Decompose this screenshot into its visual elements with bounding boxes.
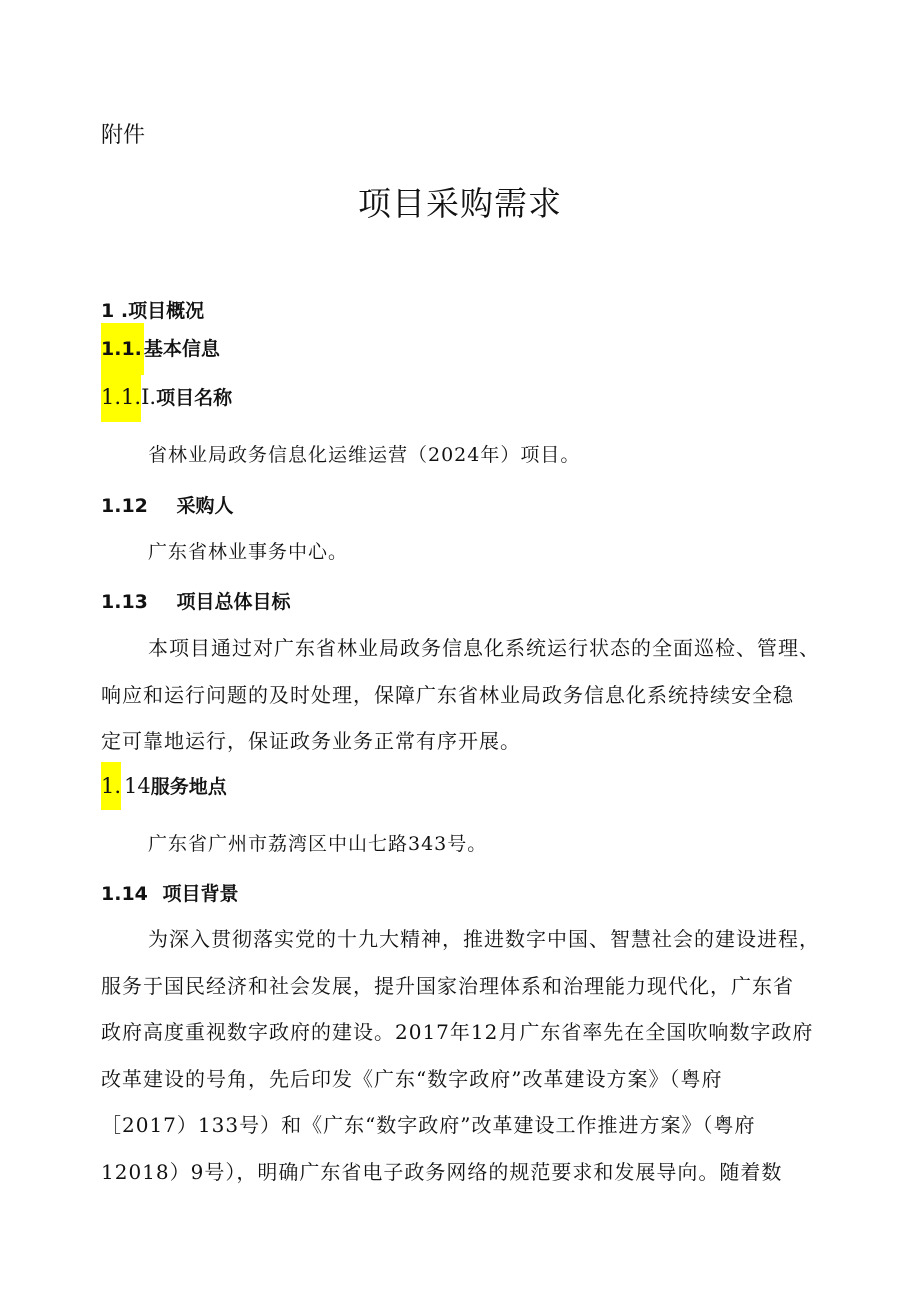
paragraph-line: 本项目通过对广东省林业局政务信息化系统运行状态的全面巡检、管理、: [148, 636, 820, 660]
paragraph-line: 定可靠地运行，保证政务业务正常有序开展。: [101, 729, 521, 753]
section-1-14b-number: 1.14: [101, 883, 148, 905]
paragraph-line: 服务于国民经济和社会发展，提升国家治理体系和治理能力现代化，广东省: [101, 973, 794, 998]
section-1-1-1-number-tail: I.: [141, 385, 157, 409]
paragraph-line: 12018）9号），明确广东省电子政务网络的规范要求和发展导向。随着数: [101, 1159, 783, 1184]
project-name-text: 省林业局政务信息化运维运营（2024年）项目。: [148, 444, 581, 466]
section-1-14a-number-highlight: 1.: [101, 762, 121, 810]
section-1-1-heading: [101, 323, 220, 375]
section-1-12-heading: [101, 491, 234, 518]
section-1-1-number: 1.1.: [101, 323, 144, 375]
attachment-label: 附件: [101, 123, 146, 148]
document-title: 项目采购需求: [358, 184, 562, 223]
service-location-text: 广东省广州市荔湾区中山七路343号。: [148, 833, 488, 855]
section-1-13-title: 项目总体目标: [176, 591, 291, 613]
paragraph-line: 为深入贯彻落实党的十九大精神，推进数字中国、智慧社会的建设进程，: [148, 927, 820, 951]
paragraph-line: 改革建设的号角，先后印发《广东“数字政府”改革建设方案》（粤府: [101, 1066, 723, 1091]
section-1-1-1-title: 项目名称: [156, 387, 233, 409]
paragraph-line: 政府高度重视数字政府的建设。2017年12月广东省率先在全国吹响数字政府: [101, 1020, 814, 1044]
section-1-12-title: 采购人: [176, 495, 234, 517]
section-1-14a-title: 服务地点: [150, 776, 227, 798]
section-1-title: .项目概况: [120, 300, 205, 322]
section-1-12-number: 1.12: [101, 495, 148, 517]
section-1-13-heading: [101, 587, 291, 614]
section-1-14-service-location-heading: [101, 762, 227, 811]
section-1-1-title: 基本信息: [143, 338, 220, 360]
purchaser-text: 广东省林业事务中心。: [148, 541, 349, 563]
section-1-heading: [101, 296, 204, 323]
paragraph-line: ［2017）133号）和《广东“数字政府”改革建设工作推进方案》（粤府: [101, 1113, 756, 1137]
section-1-1-1-heading: [101, 372, 232, 423]
section-1-14b-title: 项目背景: [162, 883, 239, 905]
project-goal-paragraph: [101, 625, 821, 765]
section-1-1-1-number: 1.1.: [101, 372, 141, 422]
section-1-14-background-heading: [101, 879, 239, 906]
paragraph-line: 响应和运行问题的及时处理，保障广东省林业局政务信息化系统持续安全稳: [101, 682, 794, 707]
project-background-paragraph: [101, 916, 821, 1195]
section-1-number: 1: [101, 300, 115, 322]
section-1-13-number: 1.13: [101, 591, 148, 613]
section-1-14a-number-rest: 14: [124, 774, 151, 798]
